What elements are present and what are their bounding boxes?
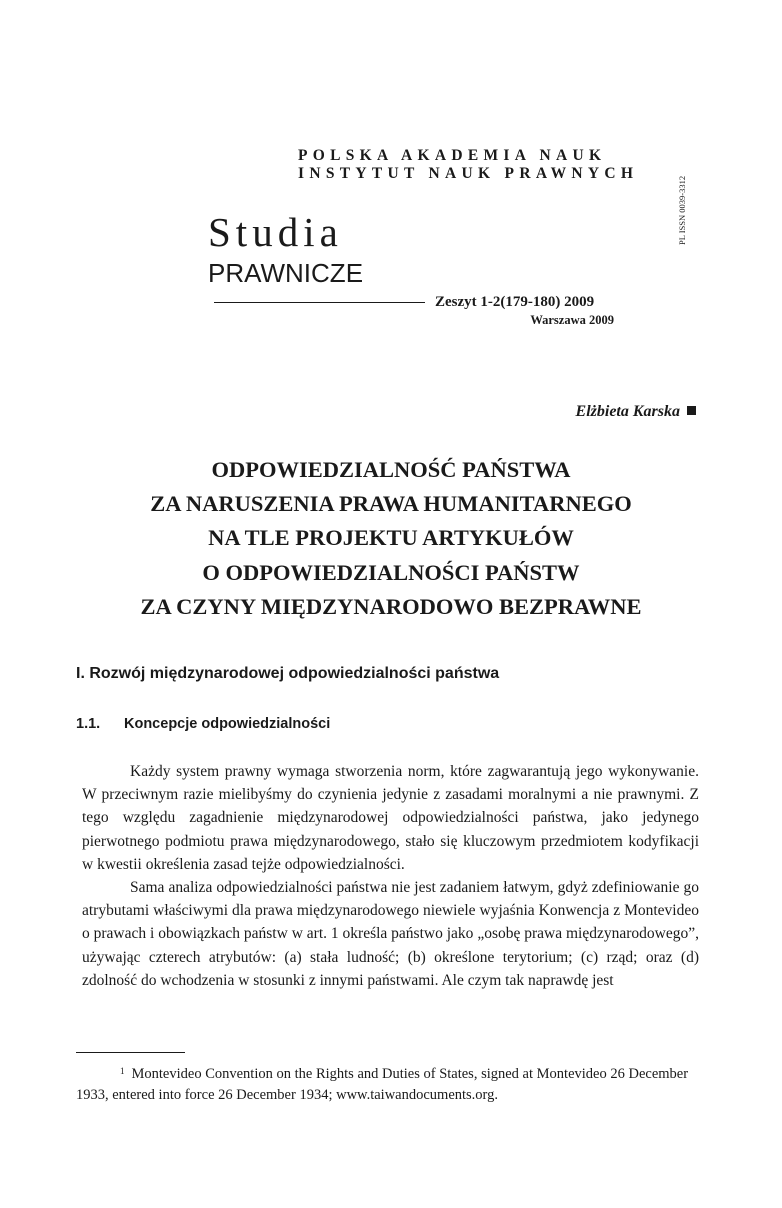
journal-title-main: Studia [208, 209, 343, 255]
institution-line-2: INSTYTUT NAUK PRAWNYCH [298, 165, 639, 182]
title-line: NA TLE PROJEKTU ARTYKUŁÓW [208, 525, 574, 551]
title-line: ZA CZYNY MIĘDZYNARODOWO BEZPRAWNE [140, 593, 642, 619]
paragraph: Sama analiza odpowiedzialności państwa nie jest zadaniem łatwym, gdyż zdefiniowanie go atrybutami właściwymi dla prawa międzynarodowego niewiele wyjaśnia Konwencja z Montevideo o prawach i obowiązkach państw w art. 1 określa państwo jako „osobę prawa międzynarodowego”, używając czterech atrybutów: (a) stała ludność; (b) określone terytorium; (c) rząd; oraz (d) zdolność do wchodzenia w stosunki z innymi państwami. Ale czym tak naprawdę jest [82, 879, 699, 989]
city-year: Warszawa 2009 [530, 313, 614, 327]
body-text [82, 760, 699, 992]
footnote-text: Montevideo Convention on the Rights and Duties of States, signed at Montevideo 26 December 1933, entered into force 26 December 1934; www.taiwandocuments.org. [76, 1066, 689, 1103]
title-line: ODPOWIEDZIALNOŚĆ PAŃSTWA [211, 457, 571, 482]
issue-number: Zeszyt 1-2(179-180) 2009 [435, 294, 595, 310]
author-line [576, 404, 696, 420]
footnote-number: 1 [120, 1066, 125, 1076]
footnote [76, 1061, 691, 1106]
subsection-title: Koncepcje odpowiedzialności [124, 716, 331, 732]
journal-title-sub: PRAWNICZE [208, 258, 364, 288]
footnote-rule [76, 1052, 185, 1053]
issue-dash-line [214, 302, 425, 303]
issn-vertical: PL ISSN 0039-3312 [677, 175, 687, 245]
author-name: Elżbieta Karska [575, 403, 680, 420]
section-heading: I. Rozwój międzynarodowej odpowiedzialności państwa [76, 665, 500, 682]
subsection-heading [76, 717, 330, 732]
institution-line-1: POLSKA AKADEMIA NAUK [298, 147, 607, 164]
issue-row [214, 293, 634, 311]
paragraph: Każdy system prawny wymaga stworzenia norm, które zagwarantują jego wykonywanie. W przeciwnym razie mielibyśmy do czynienia jedynie z zasadami moralnymi a nie prawnymi. Z tego względu zagadnienie międzynarodowej odpowiedzialności państwa, jako jedynego pierwotnego podmiotu prawa międzynarodowego, stało się kluczowym przedmiotem kodyfikacji w kwestii określenia zasad tejże odpowiedzialności. [82, 763, 699, 873]
square-bullet-icon [687, 406, 696, 415]
article-title [76, 453, 706, 624]
subsection-number: 1.1. [76, 716, 101, 732]
title-line: O ODPOWIEDZIALNOŚCI PAŃSTW [202, 559, 580, 585]
title-line: ZA NARUSZENIA PRAWA HUMANITARNEGO [150, 491, 632, 517]
